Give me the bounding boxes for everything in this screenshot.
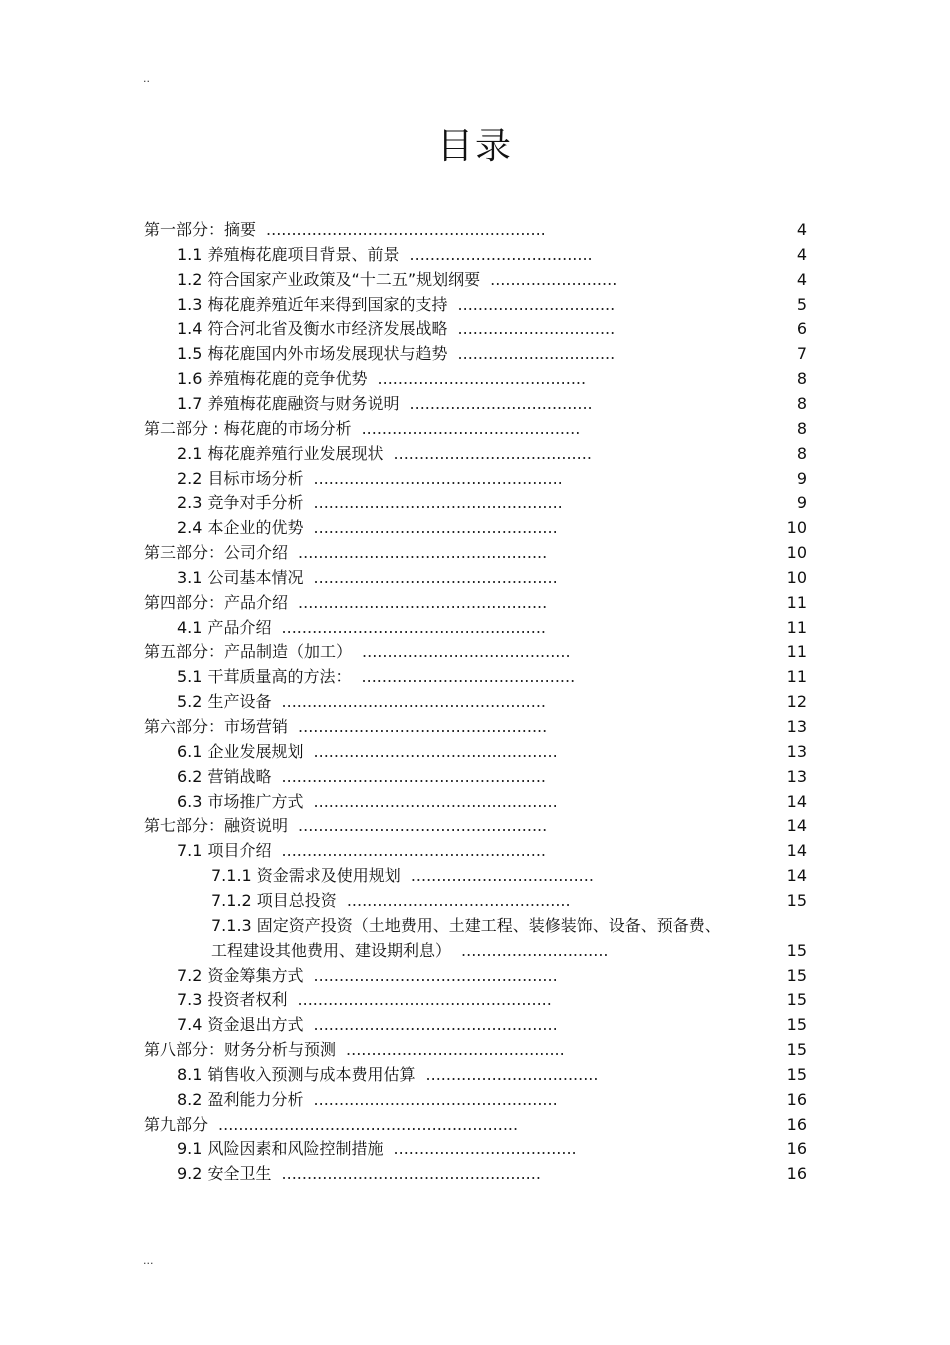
toc-entry-title: 第五部分：产品制造（加工） xyxy=(144,642,353,661)
toc-entry-title: 2.4 本企业的优势 xyxy=(177,518,304,537)
toc-entry-leader: ....................................... xyxy=(393,444,592,463)
toc-entry-leader: .................................... xyxy=(409,245,593,264)
toc-entry-title: 第九部分 xyxy=(144,1115,209,1134)
toc-entry-title: 5.1 干茸质量高的方法： xyxy=(177,667,352,686)
toc-entry-leader: ................................................ xyxy=(313,1090,558,1109)
toc-entry-title: 1.1 养殖梅花鹿项目背景、前景 xyxy=(177,245,400,264)
toc-entry-page-number: 15 xyxy=(786,941,807,960)
toc-entry-leader: ............................... xyxy=(457,295,616,314)
toc-entry-title: 第四部分：产品介绍 xyxy=(144,593,289,612)
toc-entry-leader: ................................................... xyxy=(281,1164,541,1183)
toc-entry-title: 第七部分：融资说明 xyxy=(144,816,289,835)
toc-entry-leader: ........................................... xyxy=(346,1040,565,1059)
toc-entry-title: 1.5 梅花鹿国内外市场发展现状与趋势 xyxy=(177,344,448,363)
toc-entry-leader: ................................................. xyxy=(298,816,548,835)
toc-entry-title: 7.3 投资者权利 xyxy=(177,990,288,1009)
toc-entry-page-number: 15 xyxy=(786,966,807,985)
toc-entry-title: 2.2 目标市场分析 xyxy=(177,469,304,488)
toc-entry-leader: ............................................ xyxy=(346,891,571,910)
toc-entry-leader: .................................................... xyxy=(281,618,547,637)
toc-entry-leader: ....................................................... xyxy=(266,220,546,239)
toc-entry-leader: ................................................. xyxy=(313,469,563,488)
toc-entry-title: 2.1 梅花鹿养殖行业发展现状 xyxy=(177,444,384,463)
toc-entry-title: 8.1 销售收入预测与成本费用估算 xyxy=(177,1065,416,1084)
toc-entry-page-number: 4 xyxy=(796,245,807,264)
toc-entry-page-number: 11 xyxy=(786,642,807,661)
toc-entry-title: 工程建设其他费用、建设期利息） xyxy=(211,941,452,960)
toc-entry-leader: ................................................. xyxy=(298,543,548,562)
toc-entry-title: 6.2 营销战略 xyxy=(177,767,272,786)
toc-entry-title: 9.2 安全卫生 xyxy=(177,1164,272,1183)
toc-entry-leader: .................................................... xyxy=(281,841,547,860)
toc-entry-page-number: 15 xyxy=(786,1040,807,1059)
toc-entry-page-number: 10 xyxy=(786,543,807,562)
toc-entry-title: 9.1 风险因素和风险控制措施 xyxy=(177,1139,384,1158)
toc-entry-page-number: 9 xyxy=(796,469,807,488)
document-title: 目录 xyxy=(436,126,513,167)
toc-entry-title: 1.3 梅花鹿养殖近年来得到国家的支持 xyxy=(177,295,448,314)
page-marker-top: .. xyxy=(143,72,150,85)
toc-entry-leader: ......................................... xyxy=(362,642,571,661)
toc-entry-page-number: 15 xyxy=(786,1015,807,1034)
toc-entry-leader: ........................................................... xyxy=(218,1115,519,1134)
toc-entry-page-number: 13 xyxy=(786,767,807,786)
toc-entry-page-number: 14 xyxy=(786,792,807,811)
toc-entry-page-number: 11 xyxy=(786,618,807,637)
toc-entry-leader: ................................................ xyxy=(313,568,558,587)
toc-entry-leader: ................................................ xyxy=(313,742,558,761)
toc-entry-title: 3.1 公司基本情况 xyxy=(177,568,304,587)
toc-entry-page-number: 13 xyxy=(786,742,807,761)
toc-entry-page-number: 10 xyxy=(786,568,807,587)
toc-entry-title: 6.1 企业发展规划 xyxy=(177,742,304,761)
toc-entry-leader: ........................................... xyxy=(361,419,581,438)
toc-entry-title: 1.2 符合国家产业政策及“十二五”规划纲要 xyxy=(177,270,481,289)
toc-entry-title: 7.1 项目介绍 xyxy=(177,841,272,860)
toc-entry-title: 8.2 盈利能力分析 xyxy=(177,1090,304,1109)
toc-entry-title: 1.6 养殖梅花鹿的竞争优势 xyxy=(177,369,368,388)
toc-entry-page-number: 14 xyxy=(786,841,807,860)
toc-entry-leader: .................................... xyxy=(410,866,594,885)
toc-entry-page-number: 14 xyxy=(786,866,807,885)
toc-entry-leader: .................................. xyxy=(425,1065,599,1084)
page-marker-bottom: ... xyxy=(143,1254,154,1267)
toc-entry-page-number: 8 xyxy=(796,369,807,388)
toc-entry-leader: ................................................ xyxy=(313,1015,558,1034)
toc-entry-page-number: 13 xyxy=(786,717,807,736)
toc-entry-leader: .................................... xyxy=(409,394,593,413)
toc-entry-title: 第三部分：公司介绍 xyxy=(144,543,289,562)
toc-entry-page-number: 8 xyxy=(796,394,807,413)
toc-entry-title: 6.3 市场推广方式 xyxy=(177,792,304,811)
toc-entry-title: 7.1.1 资金需求及使用规划 xyxy=(211,866,401,885)
toc-entry-page-number: 4 xyxy=(796,270,807,289)
toc-entry-title: 第二部分 : 梅花鹿的市场分析 xyxy=(144,419,352,438)
toc-entry-page-number: 8 xyxy=(796,419,807,438)
toc-entry-title: 7.4 资金退出方式 xyxy=(177,1015,304,1034)
toc-entry-leader: ............................... xyxy=(457,319,616,338)
toc-entry-title: 1.7 养殖梅花鹿融资与财务说明 xyxy=(177,394,400,413)
toc-entry-leader: .................................................... xyxy=(281,692,547,711)
toc-entry-title: 第一部分：摘要 xyxy=(144,220,257,239)
toc-entry-title: 第八部分：财务分析与预测 xyxy=(144,1040,337,1059)
toc-entry-page-number: 7 xyxy=(796,344,807,363)
toc-entry-leader: ................................................. xyxy=(298,593,548,612)
toc-entry-leader: ................................................ xyxy=(313,518,558,537)
toc-entry-leader: ................................................. xyxy=(298,717,548,736)
toc-entry-page-number: 16 xyxy=(786,1164,807,1183)
toc-entry-page-number: 11 xyxy=(786,593,807,612)
toc-entry-leader: ............................... xyxy=(457,344,616,363)
toc-entry-leader: ............................. xyxy=(461,941,609,960)
toc-entry-page-number: 6 xyxy=(796,319,807,338)
toc-entry-page-number: 10 xyxy=(786,518,807,537)
toc-entry-page-number: 9 xyxy=(796,493,807,512)
toc-entry-leader: .................................................. xyxy=(297,990,552,1009)
toc-entry-leader: ......................................... xyxy=(377,369,587,388)
toc-entry-title: 5.2 生产设备 xyxy=(177,692,272,711)
toc-entry-leader: ................................................ xyxy=(313,966,558,985)
toc-entry-title: 第六部分：市场营销 xyxy=(144,717,289,736)
toc-entry-page-number: 4 xyxy=(796,220,807,239)
toc-entry-page-number: 15 xyxy=(786,1065,807,1084)
toc-entry-title: 7.2 资金筹集方式 xyxy=(177,966,304,985)
toc-entry-page-number: 14 xyxy=(786,816,807,835)
toc-entry-page-number: 12 xyxy=(786,692,807,711)
toc-entry-title: 4.1 产品介绍 xyxy=(177,618,272,637)
toc-entry-title: 7.1.3 固定资产投资（土地费用、土建工程、装修装饰、设备、预备费、 xyxy=(211,916,721,935)
toc-entry-leader: .................................... xyxy=(393,1139,577,1158)
toc-entry-title: 2.3 竞争对手分析 xyxy=(177,493,304,512)
toc-entry-page-number: 11 xyxy=(786,667,807,686)
toc-entry-page-number: 5 xyxy=(796,295,807,314)
toc-entry-title: 7.1.2 项目总投资 xyxy=(211,891,337,910)
toc-entry-leader: .......................................... xyxy=(361,667,576,686)
toc-entry-page-number: 8 xyxy=(796,444,807,463)
toc-entry-leader: ................................................. xyxy=(313,493,563,512)
toc-entry-page-number: 16 xyxy=(786,1115,807,1134)
toc-entry-page-number: 16 xyxy=(786,1139,807,1158)
toc-entry-page-number: 15 xyxy=(786,891,807,910)
toc-entry-title: 1.4 符合河北省及衡水市经济发展战略 xyxy=(177,319,448,338)
toc-entry-leader: ......................... xyxy=(490,270,618,289)
toc-entry[interactable] xyxy=(211,913,721,938)
toc-entry-leader: .................................................... xyxy=(281,767,547,786)
toc-entry-page-number: 15 xyxy=(786,990,807,1009)
toc-entry-leader: ................................................ xyxy=(313,792,558,811)
toc-entry-page-number: 16 xyxy=(786,1090,807,1109)
